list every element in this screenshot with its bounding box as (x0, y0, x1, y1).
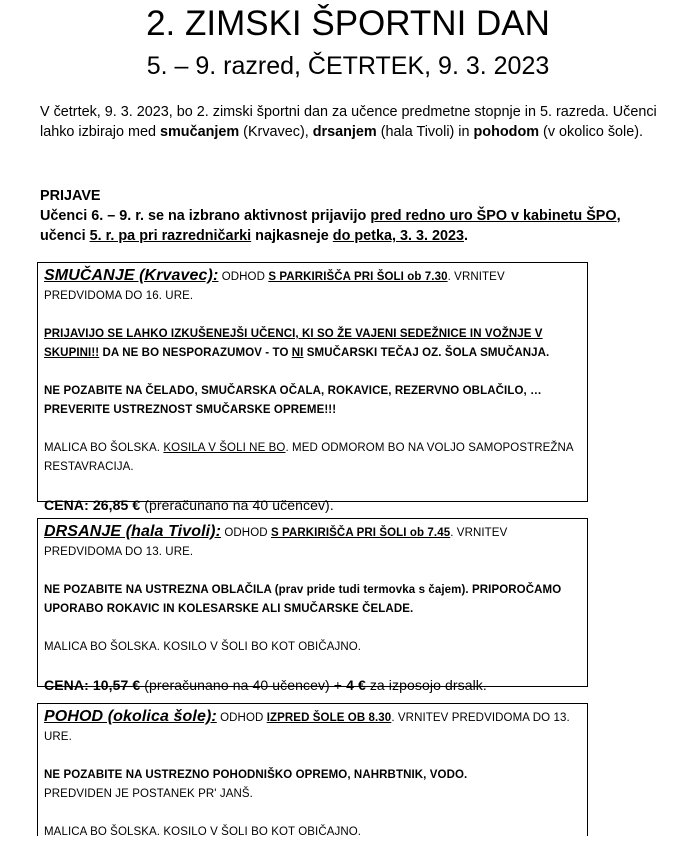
option-skiing: smučanjem (159, 124, 240, 140)
skating-departure (44, 522, 581, 562)
hiking-departure-place: IZPRED ŠOLE OB 8.30 (266, 712, 392, 724)
hiking-title: POHOD (okolica šole): (44, 708, 217, 725)
hiking-equipment: NE POZABITE NA USTREZNO POHODNIŠKO OPREMO, NAHRBTNIK, VODO. (44, 769, 468, 781)
skiing-warning-end: SMUČARSKI TEČAJ OZ. ŠOLA SMUČANJA. (303, 347, 550, 359)
skiing-warning (44, 325, 581, 363)
skating-return: . VRNITEV PREDVIDOMA DO 13. URE. (44, 527, 508, 558)
skating-rental-price: 4 € (346, 677, 366, 693)
registration-heading: PRIJAVE (40, 188, 101, 204)
skating-food: MALICA BO ŠOLSKA. KOSILO V ŠOLI BO KOT OBIČAJNO. (44, 641, 362, 653)
page-title: 2. ZIMSKI ŠPORTNI DAN (146, 4, 550, 43)
registration-text-2: učenci (40, 228, 90, 244)
skating-odhod-label: ODHOD (221, 527, 271, 539)
skating-price-value: CENA: 10,57 € (44, 677, 141, 693)
intro-text: V četrtek, 9. 3. 2023, bo 2. zimski športni dan za učence predmetne stopnje in 5. razreda. Učenci lahko izbirajo med (40, 104, 657, 140)
skiing-price (44, 496, 581, 515)
skiing-return: . VRNITEV PREDVIDOMA DO 16. URE. (44, 271, 505, 302)
registration-end: . (463, 228, 468, 244)
skiing-food-text: MALICA BO ŠOLSKA. (44, 442, 164, 454)
registration-deadline: do petka, 3. 3. 2023 (332, 228, 464, 244)
option-hiking: pohodom (473, 124, 540, 140)
registration-text: Učenci 6. – 9. r. se na izbrano aktivnost prijavijo (40, 208, 371, 224)
hiking-odhod-label: ODHOD (216, 712, 267, 724)
registration-mid: najkasneje (251, 228, 333, 244)
hiking-food: MALICA BO ŠOLSKA. KOSILO V ŠOLI BO KOT OBIČAJNO. (44, 826, 362, 838)
skiing-no-lunch: KOSILA V ŠOLI NE BO (163, 442, 286, 454)
skiing-warning-requirement: PRIJAVIJO SE LAHKO IZKUŠENEJŠI UČENCI, KI SO ŽE VAJENI SEDEŽNICE IN VOŽNJE V SKUPINI!! (44, 328, 543, 359)
skiing-equipment: NE POZABITE NA ČELADO, SMUČARSKA OČALA, ROKAVICE, REZERVNO OBLAČILO, … PREVERITE USTREZNOST SMUČARSKE OPREME!!! (44, 385, 542, 416)
registration-punct: , (616, 208, 621, 224)
page-subtitle: 5. – 9. razred, ČETRTEK, 9. 3. 2023 (146, 52, 550, 80)
skiing-warning-not: NI (291, 347, 304, 359)
skating-departure-place: S PARKIRIŠČA PRI ŠOLI ob 7.45 (270, 527, 451, 539)
intro-paragraph (40, 102, 664, 142)
skiing-box (37, 262, 588, 513)
option-skating: drsanjem (312, 124, 377, 140)
skating-price (44, 676, 581, 695)
skiing-odhod-label: ODHOD (218, 271, 269, 283)
skiing-price-note: (preračunano na 40 učencev). (140, 497, 334, 513)
option-hiking-place: (v okolico šole). (539, 124, 644, 140)
registration-line-2 (40, 226, 664, 246)
hiking-departure (44, 707, 581, 747)
skating-box (37, 518, 588, 693)
hiking-stop: PREDVIDEN JE POSTANEK PR' JANŠ. (44, 788, 253, 800)
skating-title: DRSANJE (hala Tivoli): (44, 523, 222, 540)
skiing-departure-place: S PARKIRIŠČA PRI ŠOLI ob 7.30 (268, 271, 448, 283)
hiking-box (37, 703, 588, 836)
registration-place-5th: 5. r. pa pri razredničarki (89, 228, 252, 244)
skiing-food-restaurant: . MED ODMOROM BO NA VOLJO SAMOPOSTREŽNA RESTAVRACIJA. (44, 442, 574, 473)
skiing-food (44, 439, 581, 477)
skiing-price-value: CENA: 26,85 € (44, 497, 141, 513)
option-skiing-place: (Krvavec), (239, 124, 313, 140)
option-skating-place: (hala Tivoli) in (376, 124, 474, 140)
skiing-warning-mid: DA NE BO NESPORAZUMOV - TO (99, 347, 292, 359)
registration-place-upper: pred redno uro ŠPO v kabinetu ŠPO (370, 208, 617, 224)
skiing-departure (44, 266, 581, 306)
registration-section (40, 186, 664, 246)
skating-equipment: NE POZABITE NA USTREZNA OBLAČILA (prav pride tudi termovka s čajem). PRIPOROČAMO UPORABO ROKAVIC IN KOLESARSKE ALI SMUČARSKE ČELADE. (44, 584, 562, 615)
skating-price-note: (preračunano na 40 učencev) + (140, 677, 347, 693)
skating-rental-note: za izposojo drsalk. (365, 677, 487, 693)
skiing-title: SMUČANJE (Krvavec): (44, 267, 219, 284)
hiking-return: . VRNITEV PREDVIDOMA DO 13. URE. (44, 712, 570, 743)
registration-line-1 (40, 206, 664, 226)
